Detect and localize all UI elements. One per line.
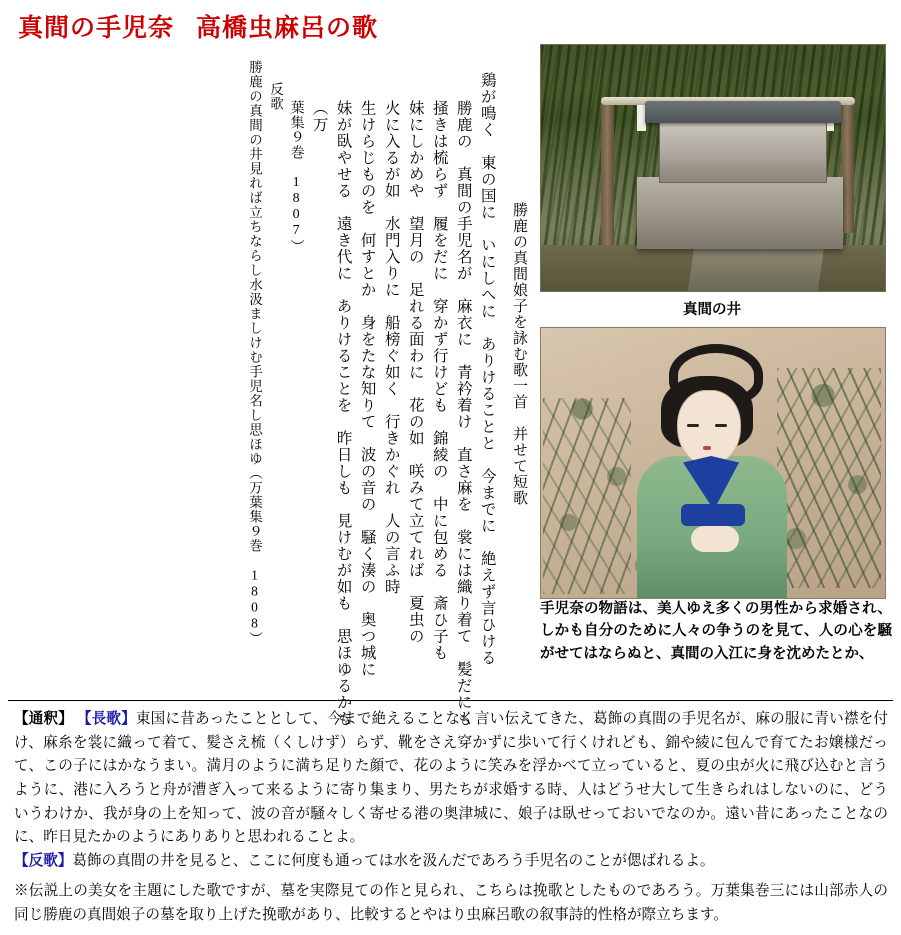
face (677, 390, 741, 466)
stone-path (688, 247, 824, 291)
eye-left (687, 424, 699, 427)
label-hanka: 【反歌】 (14, 852, 73, 869)
poem-column-2: 勝鹿の 真間の手児名が 麻衣に 青衿着け 直さ麻を 裳には織り着て 髪だにも (454, 100, 472, 727)
footnote: ※伝説上の美女を主題にした歌ですが、墓を実際見ての作と見られ、こちらは挽歌としたものであろう。万葉集巻三には山部赤人の同じ勝鹿の真間娘子の墓を取り上げた挽歌があり、比較するとやはり虫麻呂歌の叙事詩的性格が際立ちます。 (14, 883, 888, 923)
branch-left (543, 398, 631, 594)
label-choka: 【長歌】 (76, 711, 136, 727)
hands (691, 526, 739, 552)
choka-text: 東国に昔あったこととして、今まで絶えることなく言い伝えてきた、葛飾の真間の手児名が、麻の服に青い襟を付け、麻糸を裳に織って着て、髪さえ梳（くしけず）らず、靴をさえ穿かずに歩いて行くけれども、錦や綾に包んで育てたお嬢様だって、この子にはかなうまい。満月のように満ち足りた顔で、花のように笑みを浮かべて立っていると、夏の虫が火に飛び込むと言うように、港に入ろうと舟が漕ぎ入って来るように寄り集まり、男たちが求婚する時、人はどうせ大して生きられはしないのに、どういうわけか、我が身の上を知って、波の音が騒々しく寄せる港の奥津城に、娘子は臥せっておいでなのか。遠い昔にあったことなのに、昨日見たかのようにありありと思われることよ。 (14, 711, 888, 846)
lady-painting (540, 327, 886, 599)
page-title-left: 真間の手児奈 (18, 15, 175, 42)
poem-column-1: 鶏が鳴く 東の国に いにしへに ありけることと 今までに 絶えず言ひける (478, 72, 496, 666)
kimono-sash (681, 504, 745, 526)
poem-column-hanka-label: 反歌 (267, 82, 283, 111)
page-title-right: 高橋虫麻呂の歌 (196, 15, 379, 42)
poem-column-hanka-text: 勝鹿の真間の井見れば立ちならし水汲ましけむ手児名し思ほゆ（万葉集９巻 1808） (247, 60, 263, 646)
label-tsushaku: 【通釈】 (14, 711, 74, 727)
well-stone-base (637, 177, 843, 249)
commentary-choka (14, 708, 888, 850)
shrine-photo (540, 44, 886, 292)
page-title (18, 8, 378, 44)
lady-painting-description: 手児奈の物語は、美人ゆえ多くの男性から求婚され、しかも自分のために人々の争うのを見て、人の心を騒がせてはならぬと、真間の入江に身を沈めたとか、 (540, 601, 892, 662)
well-roof (645, 101, 841, 123)
eye-right (715, 424, 727, 427)
well-body (659, 119, 827, 183)
poem-column-8: 葉集９巻 1807） (288, 100, 304, 254)
section-divider (8, 700, 893, 701)
commentary-block (14, 708, 888, 873)
media-column (540, 44, 890, 599)
commentary-hanka (14, 850, 888, 874)
branch-right (777, 368, 881, 588)
mouth (703, 446, 711, 450)
poem-heading: 勝鹿の真間娘子を詠む歌一首 并せて短歌 (511, 202, 527, 506)
poem-column-3: 掻きは梳らず 履をだに 穿かず行けども 錦綾の 中に包める 斎ひ子も (430, 100, 448, 661)
hanka-text: 葛飾の真間の井を見ると、ここに何度も通っては水を汲んだであろう手児名のことが偲ばれるよ。 (72, 852, 715, 869)
poem-column-6: 生けらじものを 何すとか 身をたな知りて 波の音の 騒く湊の 奥つ城に (358, 100, 376, 678)
poem-column-7: 妹が臥やせる 遠き代に ありけることを 昨日しも 見けむが如も 思ほゆるかも（万 (310, 100, 352, 727)
torii-post-left (601, 97, 614, 247)
shrine-photo-caption: 真間の井 (683, 302, 741, 318)
poem-column-5: 火に入るが如 水門入りに 船榜ぐ如く 行きかぐれ 人の言ふ時 (382, 100, 400, 595)
poem-column-4: 妹にしかめや 望月の 足れる面わに 花の如 咲みて立てれば 夏虫の (406, 100, 424, 645)
